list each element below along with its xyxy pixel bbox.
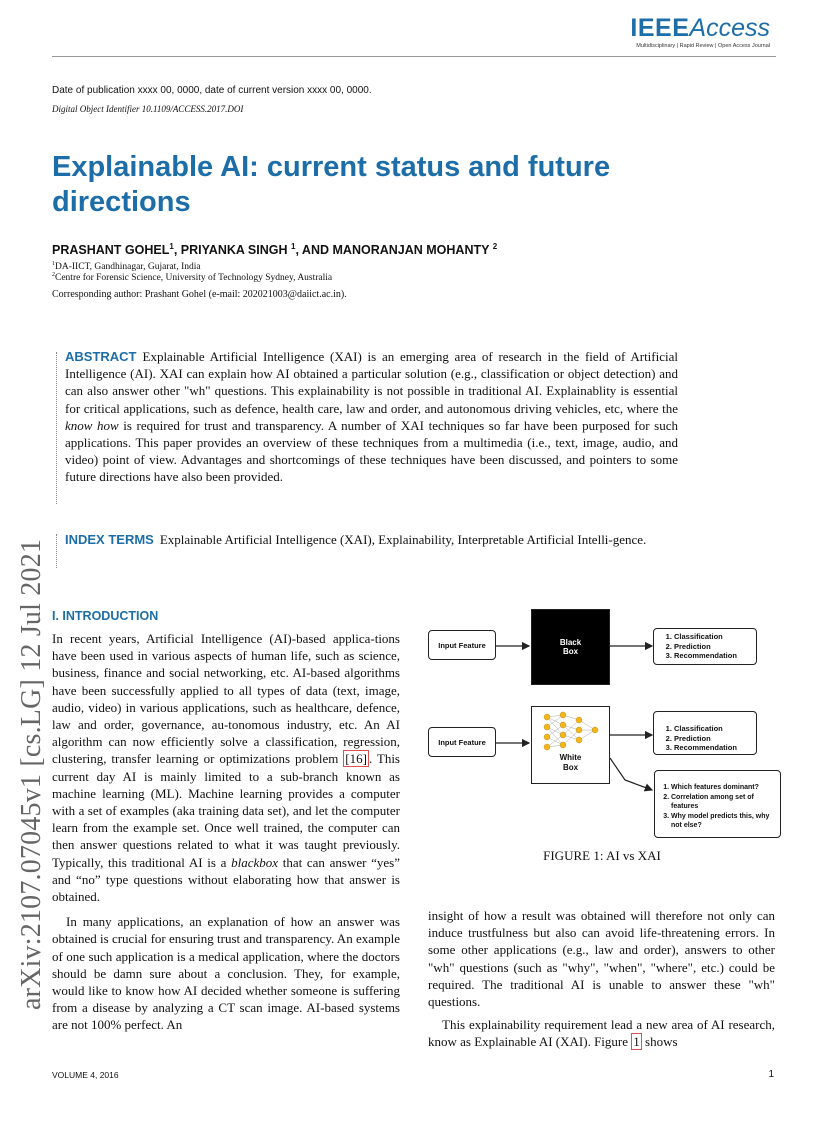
- index-terms: [65, 531, 678, 548]
- affiliation: [52, 261, 201, 272]
- output-item: 2. Prediction: [674, 642, 756, 652]
- intro-text: . This current day AI is mainly limited to a sub-branch known as machine learning (ML). Machine learning provides a computer with a set of examples (aka training data set), and let the computer learn from the example set. Once well trained, the computer can then answer questions related to what it was taught previously. Typically, this traditional AI is a: [52, 751, 400, 870]
- affiliation-text: DA-IICT, Gandhinagar, Gujarat, India: [55, 262, 201, 273]
- figure-link[interactable]: 1: [633, 1034, 640, 1050]
- arxiv-id: arXiv:2107.07045v1 [cs.LG] 12 Jul 2021: [16, 538, 47, 1010]
- section-heading: I. INTRODUCTION: [52, 609, 159, 623]
- black-box-label: Box: [562, 647, 579, 656]
- abstract-rule: [56, 352, 57, 504]
- affiliation-mark: 1: [52, 261, 55, 267]
- author-separator: , AND: [295, 243, 333, 258]
- output-item: 1. Classification: [674, 632, 756, 642]
- abstract-italic: know how: [65, 417, 119, 433]
- volume-label: VOLUME 4, 2016: [52, 1070, 119, 1080]
- abstract: [65, 348, 678, 486]
- white-box-label: Box: [562, 763, 579, 772]
- output-item: 1. Classification: [674, 724, 756, 734]
- white-box-label: White: [559, 753, 582, 762]
- intro-paragraph-2: In many applications, an explanation of how an answer was obtained is crucial for ensuring trust and transparency. An example of one such application is a medical application, where the doctors should be damn sure about a conclusion. They, for example, would like to know how AI decided whether someone is suffering from a disease by analyzing a CT scan image. AI-based systems are not 100% perfect. An: [52, 914, 400, 1033]
- author-list: [52, 242, 497, 257]
- intro-text: that can answer “yes” and “no” type questions without elaborating how that answer is obtained.: [52, 854, 400, 905]
- author-name: PRIYANKA SINGH: [180, 243, 291, 258]
- logo-tagline: Multidisciplinary | Rapid Review | Open Access Journal: [636, 43, 770, 49]
- question-item: 3. Why model predicts this, why not else?: [671, 812, 777, 831]
- page-number: 1: [768, 1069, 774, 1080]
- intro-italic: blackbox: [231, 854, 279, 870]
- output-list-white-box: [653, 711, 757, 755]
- figure-caption: FIGURE 1: AI vs XAI: [543, 848, 661, 863]
- input-feature-node: Input Feature: [428, 630, 496, 660]
- output-item: 2. Prediction: [674, 734, 756, 744]
- intro-text: In recent years, Artificial Intelligence (AI)-based applica-tions have been used in various aspects of human life, such as science, business, finance and social networking, etc. AI-based algorithms have been successfully applied to all types of data (text, image, audio, video) in various applications, such as healthcare, defence, law and order, governance, au-tonomous industry, etc. An AI algorithm can now efficiently solve a classification, regression, clustering, transfer learning or optimizations problem: [52, 631, 400, 767]
- logo-ieee-text: IEEE: [630, 14, 690, 42]
- intro-paragraph-3: insight of how a result was obtained will therefore not only can induce trustfulness but also can avoid life-threatening errors. In some other applications (e.g., law and order), answers to other "wh" questions (such as "why", "when", "where", etc.) could be required. The traditional AI is unable to answer these "wh" questions.: [428, 908, 775, 1010]
- output-item: 3. Recommendation: [674, 743, 756, 753]
- ieee-access-logo: [630, 14, 770, 49]
- abstract-label: ABSTRACT: [65, 349, 137, 364]
- author-affiliation-mark: 2: [492, 242, 498, 251]
- intro-text: shows: [641, 1034, 678, 1050]
- author-separator: ,: [173, 243, 181, 258]
- input-feature-node: Input Feature: [428, 727, 496, 757]
- white-box-node: [531, 706, 610, 784]
- question-item: 1. Which features dominant?: [671, 783, 777, 793]
- corresponding-author: Corresponding author: Prashant Gohel (e-mail: 202021003@daiict.ac.in).: [52, 289, 347, 300]
- left-column: [52, 630, 400, 1034]
- paper-title: Explainable AI: current status and future directions: [52, 151, 611, 218]
- affiliation-mark: 2: [52, 272, 55, 278]
- index-terms-label: INDEX TERMS: [65, 532, 154, 547]
- figure-ai-vs-xai: [420, 600, 790, 845]
- intro-paragraph-1: [52, 630, 400, 905]
- index-terms-text: Explainable Artificial Intelligence (XAI), Explainability, Interpretable Artificial Intelli-gence.: [159, 532, 647, 547]
- output-item: 3. Recommendation: [674, 651, 756, 661]
- question-item: 2. Correlation among set of features: [671, 793, 777, 812]
- intro-text: This explainability requirement lead a new area of AI research, know as Explainable AI (XAI). Figure: [428, 1017, 775, 1050]
- output-list-black-box: [653, 628, 757, 665]
- author-affiliation-mark: 1: [169, 242, 174, 251]
- author-name: MANORANJAN MOHANTY: [332, 243, 493, 258]
- header-rule: [52, 56, 776, 57]
- black-box-label: Black: [559, 638, 582, 647]
- affiliation: [52, 272, 332, 283]
- publication-date: Date of publication xxxx 00, 0000, date of current version xxxx 00, 0000.: [52, 85, 372, 96]
- abstract-text-cont: is required for trust and transparency. A number of XAI techniques so far have been purposed for such applications. This paper provides an overview of these techniques from a multimedia (i.e., text, image, audio, and video) point of view. Advantages and shortcomings of these techniques have been discussed, and pointers to some future directions have also been provided.: [65, 417, 678, 485]
- explanation-questions-box: [654, 770, 781, 838]
- logo-access-text: Access: [689, 14, 770, 42]
- neural-network-icon: [541, 711, 601, 753]
- index-terms-rule: [56, 534, 57, 568]
- affiliation-text: Centre for Forensic Science, University of Technology Sydney, Australia: [55, 273, 333, 284]
- citation-link[interactable]: [16]: [345, 751, 367, 767]
- doi: Digital Object Identifier 10.1109/ACCESS.2017.DOI: [52, 104, 244, 114]
- abstract-text: Explainable Artificial Intelligence (XAI) is an emerging area of research in the field of Artificial Intelligence (AI). XAI can explain how AI obtained a particular solution (e.g., classification or object detection) and can also answer other "wh" questions. This explainability is not possible in traditional AI. Explainablity is essential for critical applications, such as defence, health care, law and order, and autonomous driving vehicles, etc, where the: [65, 349, 678, 416]
- black-box-node: [531, 609, 610, 685]
- author-name: PRASHANT GOHEL: [52, 243, 170, 258]
- right-column: [428, 907, 775, 1051]
- author-affiliation-mark: 1: [291, 242, 296, 251]
- intro-paragraph-4: [428, 1016, 775, 1050]
